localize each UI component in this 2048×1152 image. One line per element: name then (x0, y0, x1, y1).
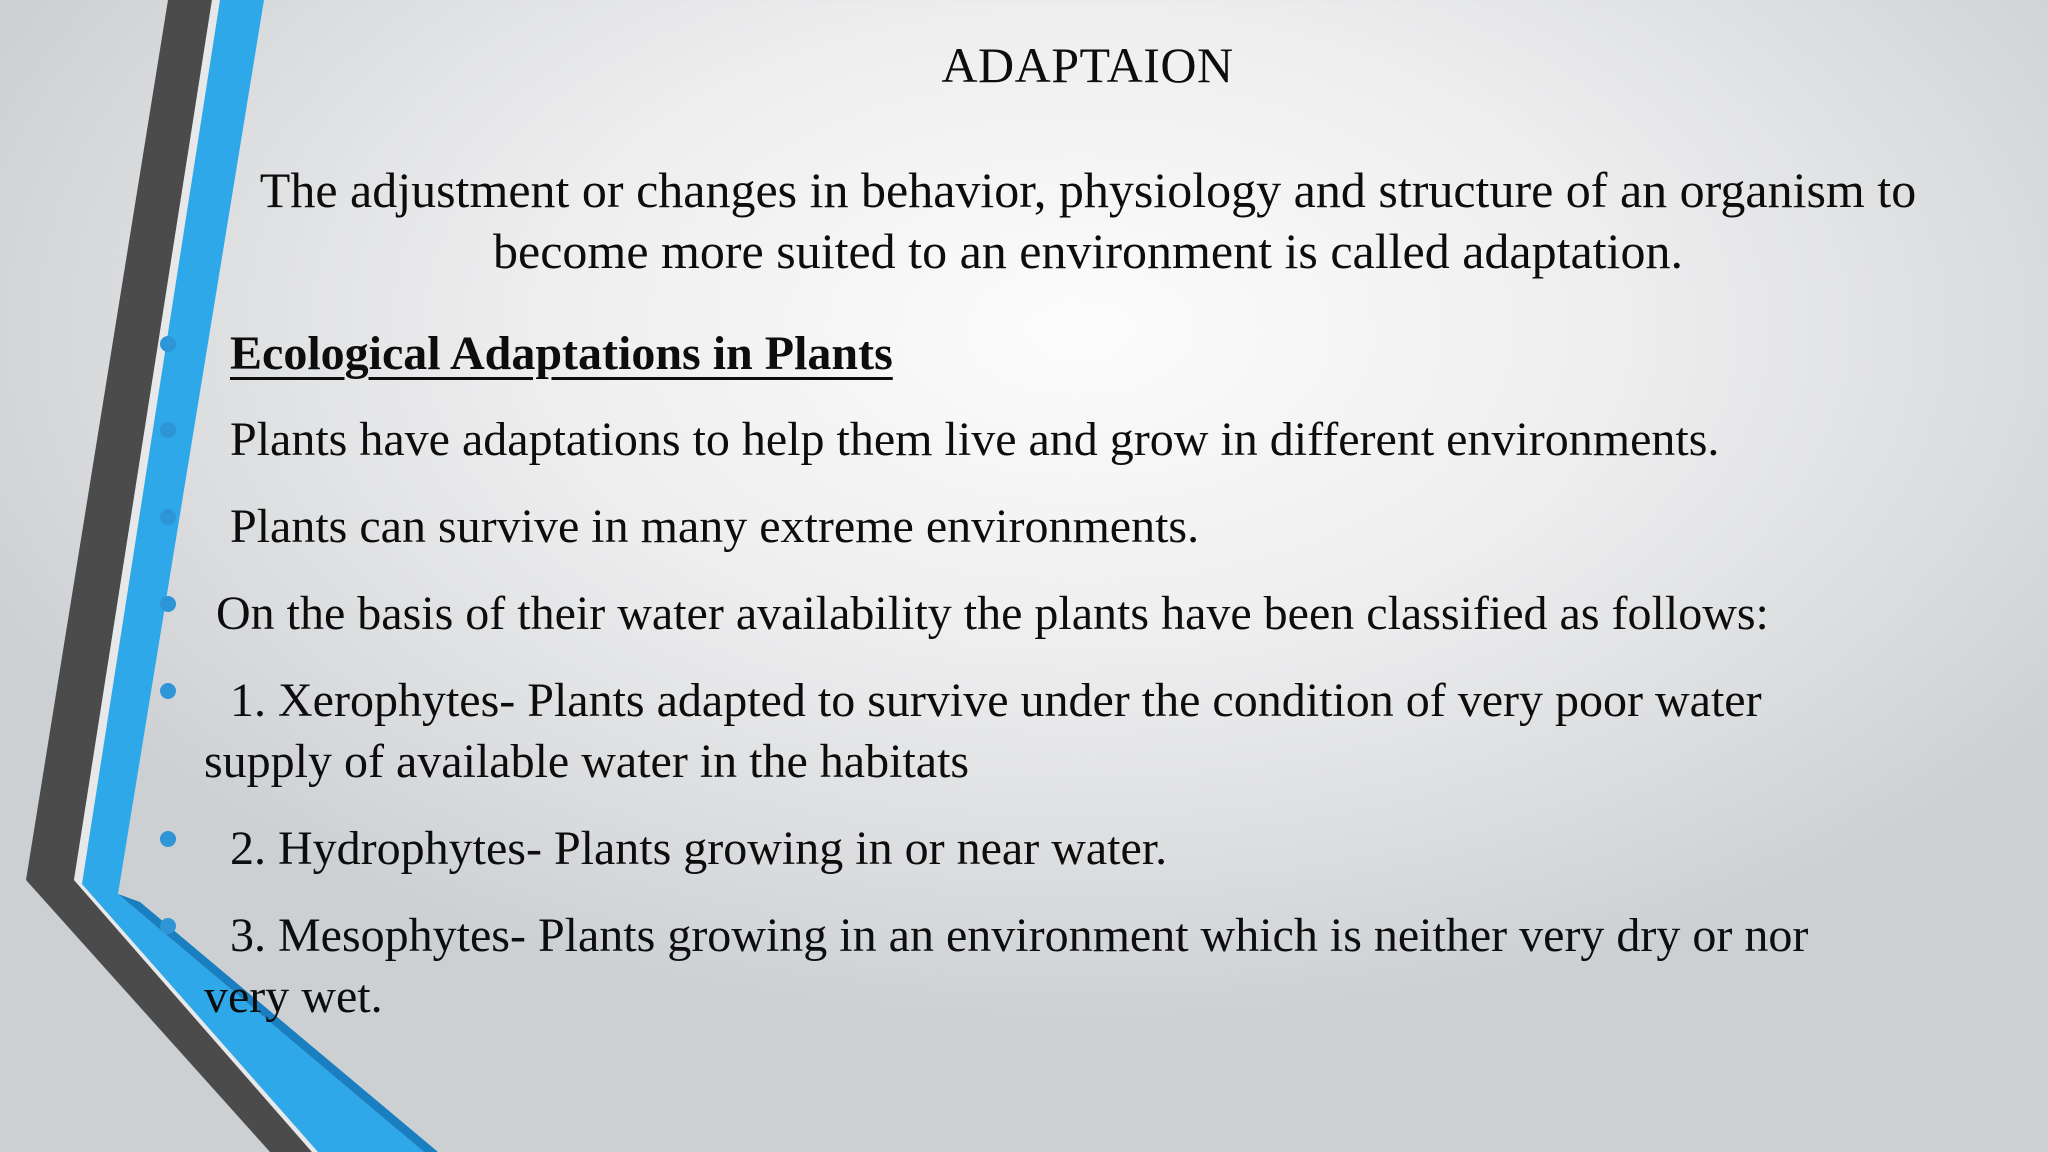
bullet-dot (160, 509, 176, 525)
slide-title: ADAPTAION (941, 37, 1234, 93)
bullet-dot (160, 918, 176, 934)
bullet-item: Plants have adaptations to help them live and grow in different environments. (230, 413, 1720, 466)
bullet-item-mesophytes: 3. Mesophytes- Plants growing in an environment which is neither very dry or nor (230, 909, 1809, 962)
bullet-dot (160, 683, 176, 699)
bullet-item-xerophytes: 1. Xerophytes- Plants adapted to survive under the condition of very poor water (230, 674, 1762, 727)
bullet-dot (160, 422, 176, 438)
bullet-item-hydrophytes: 2. Hydrophytes- Plants growing in or near water. (230, 822, 1168, 875)
bullet-dot (160, 596, 176, 612)
bullet-dot (160, 336, 176, 352)
definition-text: The adjustment or changes in behavior, physiology and structure of an organism to become more suited to an environment is called adaptation. (259, 162, 1917, 279)
bullet-item: Plants can survive in many extreme environments. (230, 500, 1200, 553)
bullet-item-xerophytes-cont: supply of available water in the habitats (204, 735, 970, 788)
bullet-dot (160, 831, 176, 847)
section-heading: Ecological Adaptations in Plants (230, 327, 893, 380)
bullet-item-mesophytes-cont: very wet. (204, 970, 383, 1023)
bullet-item: On the basis of their water availability the plants have been classified as follows: (216, 587, 1769, 640)
bullet-heading (204, 323, 893, 384)
